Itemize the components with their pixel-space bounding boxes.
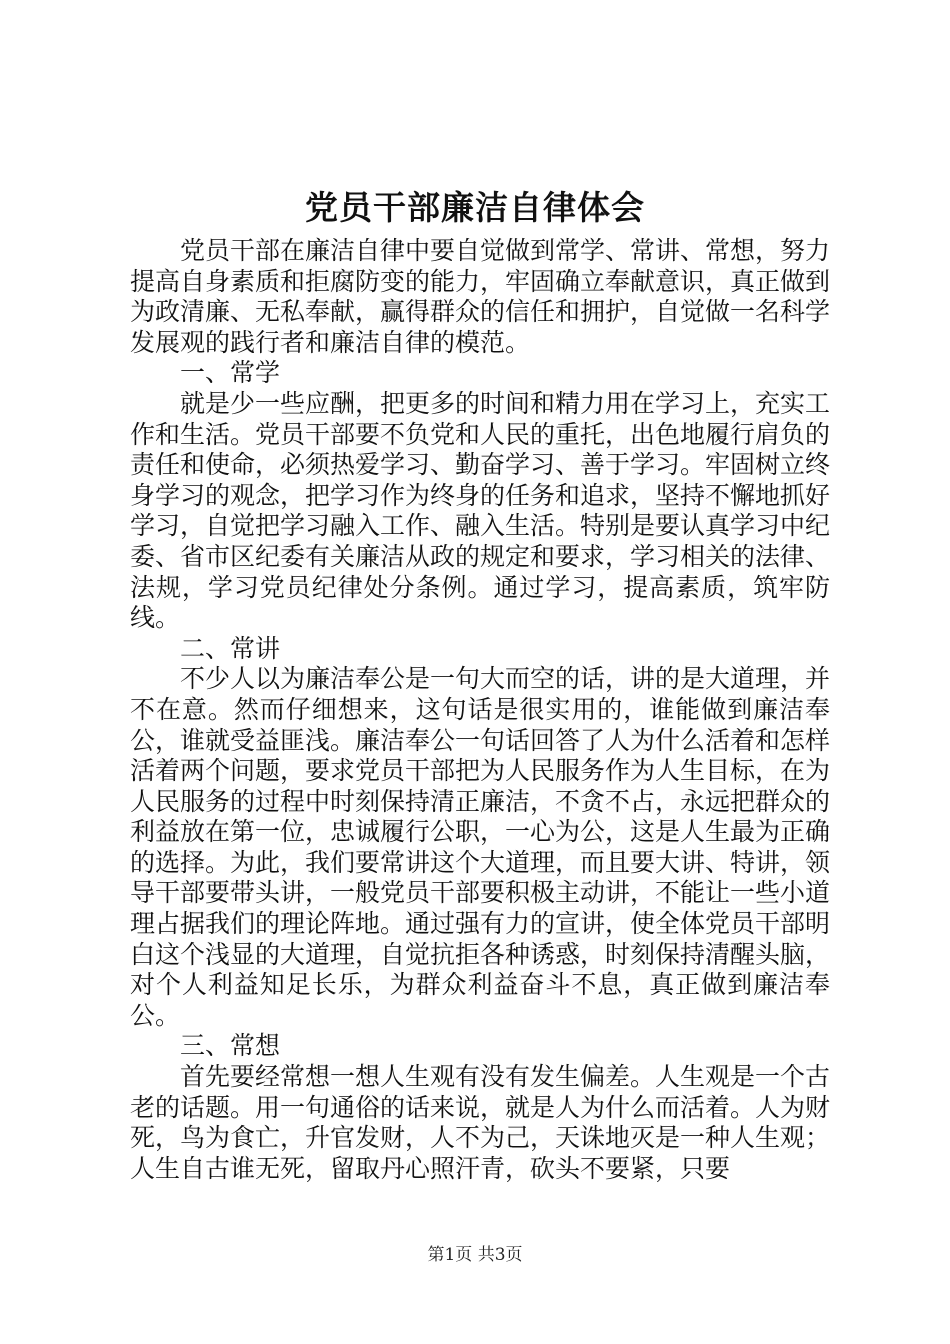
section-paragraph-speak: 不少人以为廉洁奉公是一句大而空的话，讲的是大道理，并不在意。然而仔细想来，这句话是很实用的，谁能做到廉洁奉公，谁就受益匪浅。廉洁奉公一句话回答了人为什么活着和怎样活着两个问题，要求党员干部把为人民服务作为人生目标，在为人民服务的过程中时刻保持清正廉洁，不贪不占，永远把群众的利益放在第一位，忠诚履行公职，一心为公，这是人生最为正确的选择。为此，我们要常讲这个大道理，而且要大讲、特讲，领导干部要带头讲，一般党员干部要积极主动讲，不能让一些小道理占据我们的理论阵地。通过强有力的宣讲，使全体党员干部明白这个浅显的大道理，自觉抗拒各种诱惑，时刻保持清醒头脑，对个人利益知足长乐，为群众利益奋斗不息，真正做到廉洁奉公。 (130, 664, 831, 1030)
section-heading-speak: 二、常讲 (180, 633, 281, 663)
section-paragraph-think: 首先要经常想一想人生观有没有发生偏差。人生观是一个古老的话题。用一句通俗的话来说，就是人为什么而活着。人为财死，鸟为食亡，升官发财，人不为己，天诛地灭是一种人生观；人生自古谁无死，留取丹心照汗青，砍头不要紧，只要 (130, 1062, 831, 1183)
page-number-footer: 第1页 共3页 (427, 1245, 523, 1265)
document-body (130, 236, 830, 1184)
section-heading-study: 一、常学 (180, 358, 281, 388)
intro-paragraph: 党员干部在廉洁自律中要自觉做到常学、常讲、常想，努力提高自身素质和拒腐防变的能力，牢固确立奉献意识，真正做到为政清廉、无私奉献，赢得群众的信任和拥护，自觉做一名科学发展观的践行者和廉洁自律的模范。 (130, 236, 831, 357)
document-title: 党员干部廉洁自律体会 (305, 188, 645, 227)
section-paragraph-study: 就是少一些应酬，把更多的时间和精力用在学习上，充实工作和生活。党员干部要不负党和人民的重托，出色地履行肩负的责任和使命，必须热爱学习、勤奋学习、善于学习。牢固树立终身学习的观念，把学习作为终身的任务和追求，坚持不懈地抓好学习，自觉把学习融入工作、融入生活。特别是要认真学习中纪委、省市区纪委有关廉洁从政的规定和要求，学习相关的法律、法规，学习党员纪律处分条例。通过学习，提高素质，筑牢防线。 (130, 388, 831, 633)
section-heading-think: 三、常想 (180, 1031, 281, 1061)
